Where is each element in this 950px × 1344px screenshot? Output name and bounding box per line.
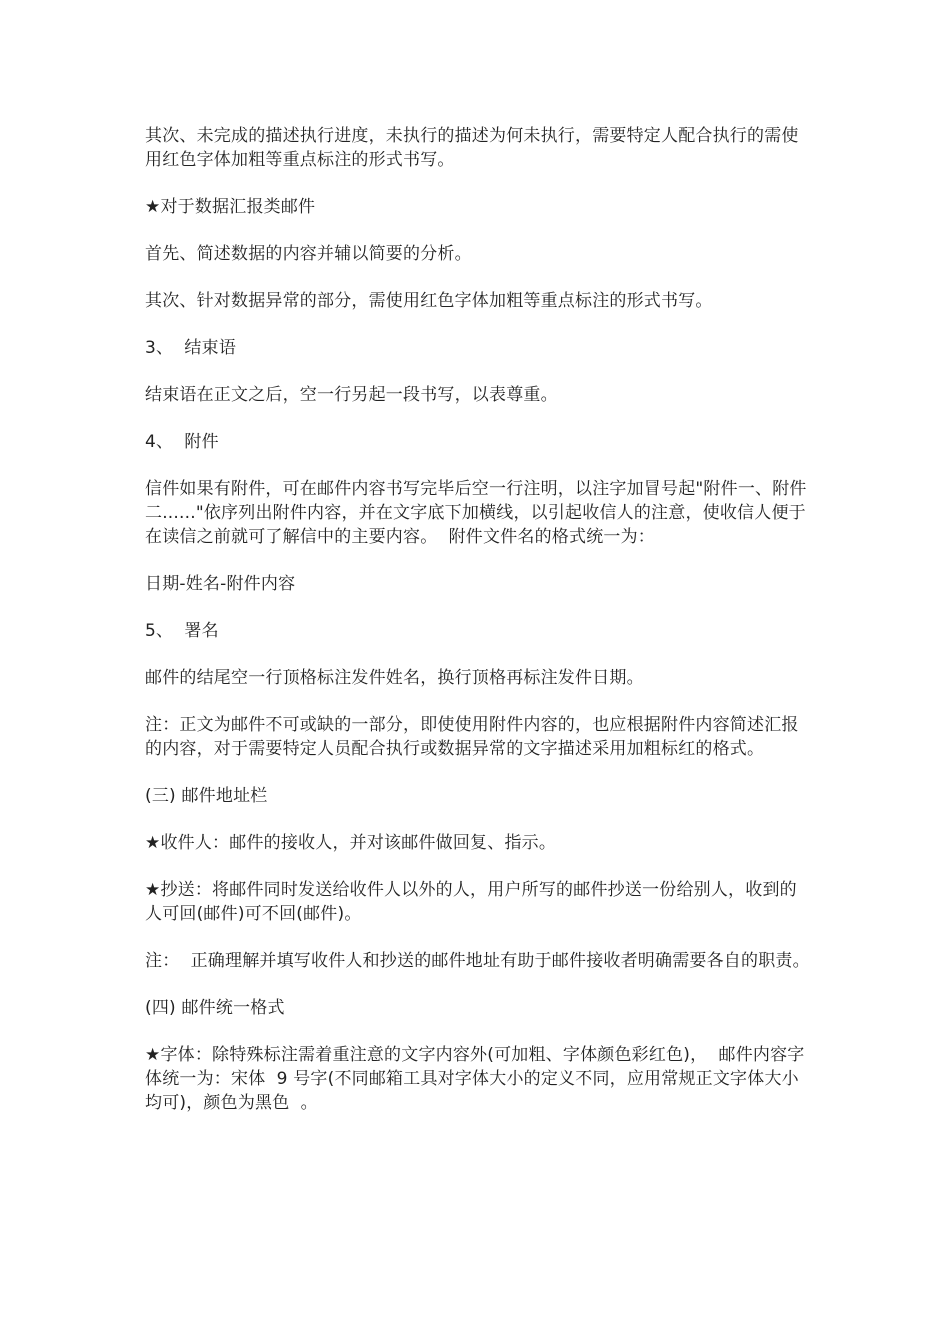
heading-attachment: 4、 附件 (145, 432, 219, 452)
paragraph-incomplete-tasks: 其次、未完成的描述执行进度，未执行的描述为何未执行，需要特定人配合执行的需使用红色字体加粗等重点标注的形式书写。 (145, 126, 799, 170)
paragraph-attachment: 信件如果有附件，可在邮件内容书写完毕后空一行注明，以注字加冒号起"附件一、附件二......"依序列出附件内容，并在文字底下加横线，以引起收信人的注意，使收信人便于在读信之前就可了解信中的主要内容。 附件文件名的格式统一为： (145, 479, 807, 547)
heading-data-report-email: ★对于数据汇报类邮件 (145, 197, 316, 217)
paragraph-signature: 邮件的结尾空一行顶格标注发件姓名，换行顶格再标注发件日期。 (145, 668, 644, 688)
heading-closing: 3、 结束语 (145, 338, 237, 358)
document-body (145, 124, 810, 1138)
paragraph-body-note: 注：正文为邮件不可或缺的一部分，即使使用附件内容的，也应根据附件内容简述汇报的内容，对于需要特定人员配合执行或数据异常的文字描述采用加粗标红的格式。 (145, 715, 799, 759)
paragraph-data-anomaly: 其次、针对数据异常的部分，需使用红色字体加粗等重点标注的形式书写。 (145, 291, 713, 311)
paragraph-font: ★字体：除特殊标注需着重注意的文字内容外(可加粗、字体颜色彩红色)， 邮件内容字体统一为：宋体 9 号字(不同邮箱工具对字体大小的定义不同，应用常规正文字体大小均可)，颜色为黑色 。 (145, 1045, 805, 1113)
paragraph-closing: 结束语在正文之后，空一行另起一段书写，以表尊重。 (145, 385, 558, 405)
paragraph-cc: ★抄送：将邮件同时发送给收件人以外的人，用户所写的邮件抄送一份给别人，收到的人可回(邮件)可不回(邮件)。 (145, 880, 797, 924)
paragraph-attachment-format: 日期-姓名-附件内容 (145, 574, 296, 594)
paragraph-address-note: 注： 正确理解并填写收件人和抄送的邮件地址有助于邮件接收者明确需要各自的职责。 (145, 951, 810, 971)
paragraph-recipient: ★收件人：邮件的接收人，并对该邮件做回复、指示。 (145, 833, 557, 853)
heading-unified-format: (四) 邮件统一格式 (145, 998, 285, 1018)
heading-signature: 5、 署名 (145, 621, 219, 641)
paragraph-data-summary: 首先、简述数据的内容并辅以简要的分析。 (145, 244, 472, 264)
heading-address-bar: (三) 邮件地址栏 (145, 786, 268, 806)
